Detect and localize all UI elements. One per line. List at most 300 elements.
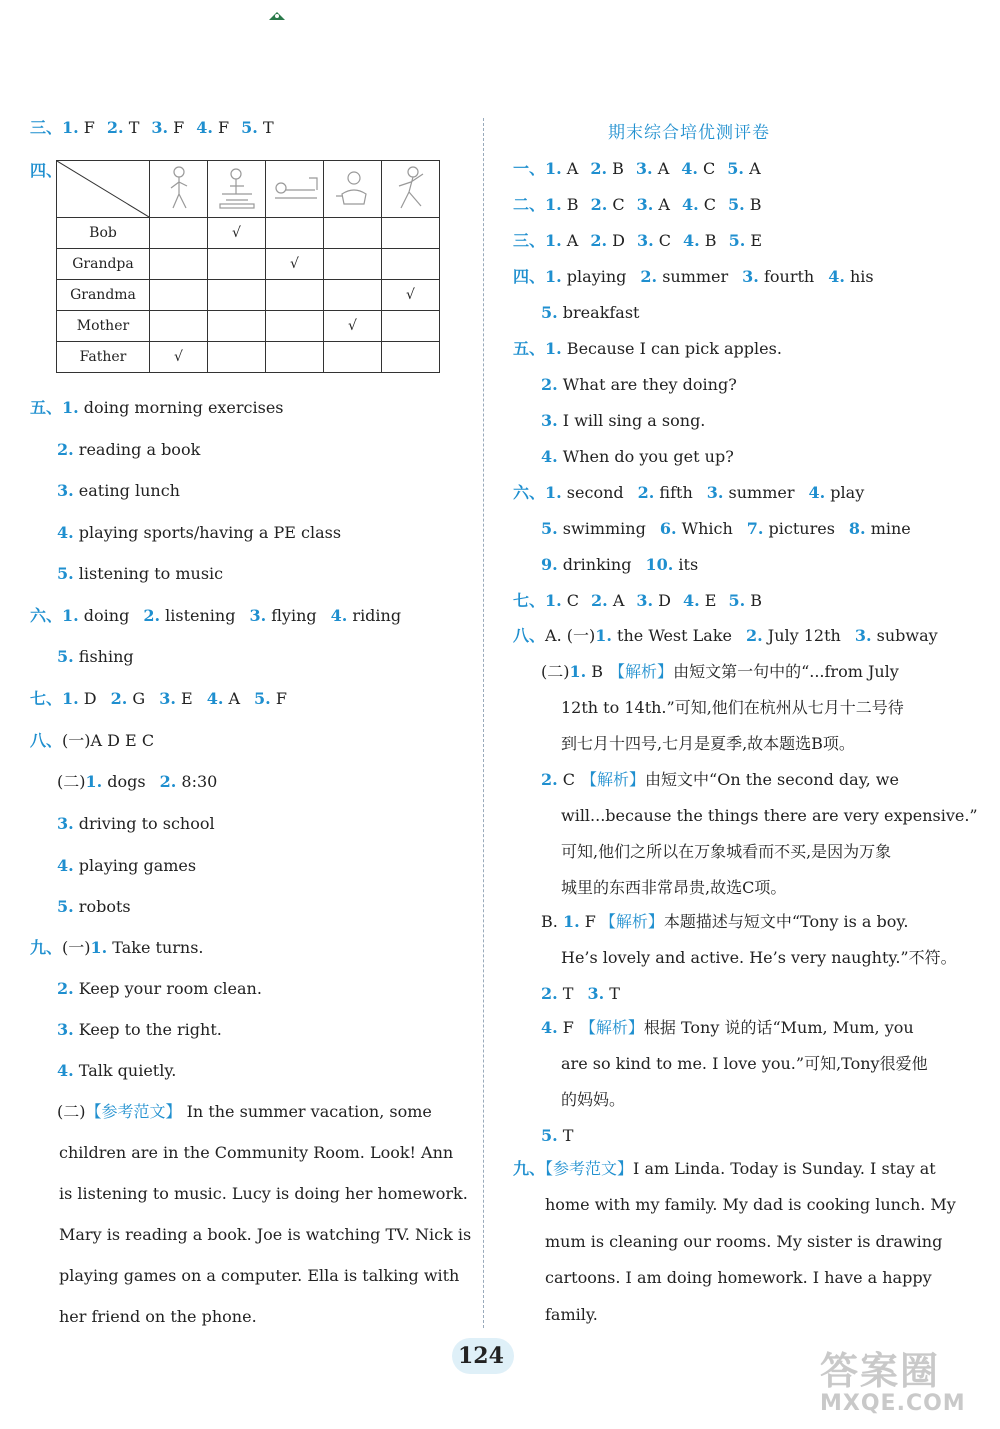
table-row-name: Father	[57, 342, 150, 373]
table-row-name: Grandpa	[57, 249, 150, 280]
answer-number: 4.	[541, 1018, 558, 1037]
right-s5-line	[513, 339, 796, 359]
answer-item	[545, 231, 578, 250]
answer-item	[563, 912, 596, 931]
answer-number: 4.	[681, 159, 698, 178]
answer-number: 5.	[57, 564, 74, 583]
table-cell	[382, 342, 440, 373]
answer-text: What are they doing?	[557, 375, 737, 394]
answer-item	[111, 689, 146, 708]
essay-text: children are in the Community Room. Look! Ann	[59, 1143, 454, 1162]
part-prefix: A. (一)	[545, 626, 596, 645]
answer-number: 5.	[727, 195, 745, 214]
answer-text: Keep your room clean.	[73, 979, 262, 998]
table-row	[57, 342, 440, 373]
answer-item	[57, 647, 134, 666]
part1-answers: (一)A D E C	[62, 731, 155, 750]
answer-text: I will sing a song.	[557, 411, 706, 430]
answer-number: 3.	[636, 231, 654, 250]
answer-text: reading a book	[73, 440, 201, 459]
answer-number: 2.	[745, 626, 763, 645]
answer-number: 1.	[62, 118, 79, 137]
answer-number: 3.	[541, 411, 558, 430]
left-s7	[30, 689, 301, 709]
right-s9-essay-line	[545, 1195, 956, 1215]
section-label: 三、	[30, 118, 63, 137]
right-s6-line3	[541, 555, 712, 575]
answer-text: Keep to the right.	[73, 1020, 222, 1039]
left-s6-line2	[57, 647, 148, 667]
answer-item	[331, 606, 401, 625]
answer-item	[541, 1018, 574, 1037]
answer-item	[645, 555, 698, 574]
answer-text: F	[557, 1018, 574, 1037]
answer-text: second	[561, 483, 624, 502]
right-s8-b1	[541, 912, 908, 932]
answer-number: 1.	[545, 231, 562, 250]
analysis-text: 到七月十四号,七月是夏季,故本题选B项。	[561, 734, 855, 753]
answer-text: D	[78, 689, 97, 708]
answer-text: A	[743, 159, 761, 178]
answer-item	[545, 159, 578, 178]
answer-text: D	[607, 231, 625, 250]
part-prefix: (二)	[57, 1102, 86, 1121]
answer-number: 1.	[85, 772, 103, 791]
answer-text: doing morning exercises	[78, 398, 284, 417]
answer-item	[681, 159, 715, 178]
answer-number: 2.	[591, 591, 608, 610]
answer-number: 8.	[848, 519, 866, 538]
part-prefix: B.	[541, 912, 563, 931]
answer-number: 3.	[57, 1020, 74, 1039]
answer-item	[640, 267, 728, 286]
table-row-name: Bob	[57, 218, 150, 249]
answer-text: B	[586, 662, 604, 681]
table-row-name: Mother	[57, 311, 150, 342]
answer-text: subway	[871, 626, 938, 645]
answer-item	[742, 267, 814, 286]
answer-text: C	[561, 591, 580, 610]
right-s6-line1	[513, 483, 878, 503]
section-label: 六、	[30, 606, 63, 625]
answer-text: playing	[561, 267, 627, 286]
table-corner	[57, 161, 150, 218]
answer-item	[57, 979, 262, 998]
answer-item	[107, 118, 139, 137]
answer-number: 1.	[569, 662, 587, 681]
table-cell	[382, 218, 440, 249]
answer-number: 9.	[541, 555, 558, 574]
answer-item	[849, 519, 911, 538]
section-label: 五、	[513, 339, 546, 358]
analysis-text: will...because the things there are very expensive.”	[561, 806, 978, 825]
analysis-text: 的妈妈。	[561, 1090, 626, 1109]
table-cell	[208, 311, 266, 342]
answer-text: T	[557, 984, 574, 1003]
answer-item	[62, 398, 284, 417]
answer-number: 2.	[106, 118, 124, 137]
answer-number: 5.	[728, 231, 746, 250]
answer-text: B	[561, 195, 579, 214]
right-s7	[513, 591, 774, 611]
table-row	[57, 249, 440, 280]
answer-text: B	[607, 159, 624, 178]
table-cell	[150, 311, 208, 342]
left-s9-line	[30, 938, 218, 958]
section-label: 八、	[30, 731, 63, 750]
right-s1	[513, 159, 773, 179]
answer-item	[241, 118, 273, 137]
answer-item	[855, 626, 938, 645]
right-s9-essay-line	[545, 1232, 942, 1252]
answer-text: F	[168, 118, 185, 137]
answer-number: 5.	[541, 1126, 558, 1145]
table-cell	[266, 311, 324, 342]
answer-number: 6.	[659, 519, 677, 538]
table-cell	[150, 280, 208, 311]
essay-text: mum is cleaning our rooms. My sister is drawing	[545, 1232, 943, 1251]
answer-number: 3.	[706, 483, 724, 502]
answer-number: 4.	[808, 483, 826, 502]
right-s5-line	[541, 411, 719, 431]
table-cell	[266, 280, 324, 311]
answer-text: A	[561, 159, 579, 178]
analysis-tag: 【解析】	[609, 662, 674, 681]
section-label: 五、	[30, 398, 63, 417]
answer-item	[86, 772, 146, 791]
table-row-name: Grandma	[57, 280, 150, 311]
answer-text: T	[557, 1126, 574, 1145]
analysis-text: 根据 Tony 说的话“Mum, Mum, you	[643, 1018, 914, 1037]
answer-number: 3.	[587, 984, 605, 1003]
left-s3	[30, 118, 286, 138]
table-cell	[324, 249, 382, 280]
answer-text: F	[78, 118, 95, 137]
answer-number: 1.	[62, 398, 79, 417]
analysis-text: 可知,他们之所以在万象城看而不买,是因为万象	[561, 842, 892, 861]
answer-text: play	[825, 483, 865, 502]
answer-item	[636, 159, 669, 178]
answer-item	[707, 483, 795, 502]
left-s5-line	[57, 481, 194, 501]
answer-number: 3.	[854, 626, 872, 645]
left-s5-line	[30, 398, 298, 418]
essay-text: In the summer vacation, some	[181, 1102, 432, 1121]
answer-text: playing games	[73, 856, 197, 875]
answer-number: 2.	[110, 689, 128, 708]
right-s8-text	[561, 806, 978, 826]
answer-text: A	[653, 195, 670, 214]
answer-text: A	[561, 231, 579, 250]
answer-item	[683, 231, 717, 250]
section-label: 二、	[513, 195, 546, 214]
answer-item	[159, 689, 192, 708]
answer-number: 2.	[541, 984, 558, 1003]
answer-text: eating lunch	[73, 481, 180, 500]
answer-number: 10.	[645, 555, 674, 574]
left-s9-essay-line	[59, 1143, 453, 1163]
section-label: 七、	[30, 689, 63, 708]
answer-item	[254, 689, 287, 708]
answer-item	[747, 519, 835, 538]
answer-text: A	[223, 689, 241, 708]
answer-text: July 12th	[762, 626, 841, 645]
answer-text: Talk quietly.	[73, 1061, 177, 1080]
answer-number: 3.	[159, 689, 176, 708]
analysis-tag: 【参考范文】	[545, 1159, 634, 1178]
right-s8-a	[513, 626, 952, 646]
answer-number: 2.	[541, 770, 558, 789]
table-cell	[324, 342, 382, 373]
answer-text: its	[673, 555, 699, 574]
right-s3	[513, 231, 774, 251]
right-s9-essay-line	[545, 1305, 598, 1325]
answer-number: 3.	[57, 814, 74, 833]
dancing-person-icon	[389, 164, 433, 214]
answer-item	[545, 483, 624, 502]
answer-item	[541, 984, 573, 1003]
answer-number: 5.	[241, 118, 258, 137]
running-person-icon	[159, 164, 199, 214]
answer-text: When do you get up?	[557, 447, 734, 466]
right-s2	[513, 195, 774, 215]
answer-text: E	[175, 689, 193, 708]
answer-item	[727, 159, 760, 178]
answer-number: 5.	[57, 897, 74, 916]
answer-item	[91, 938, 204, 957]
answer-text: summer	[657, 267, 729, 286]
table-cell	[382, 311, 440, 342]
table-cell: √	[324, 311, 382, 342]
answer-item	[62, 118, 95, 137]
answer-number: 4.	[330, 606, 348, 625]
picture-cell	[150, 161, 208, 218]
essay-text: is listening to music. Lucy is doing her homework.	[59, 1184, 468, 1203]
answer-number: 4.	[206, 689, 224, 708]
analysis-tag: 【解析】	[599, 912, 664, 931]
answer-item	[637, 231, 671, 250]
right-s8-text	[561, 1090, 625, 1110]
right-s8-text	[561, 842, 891, 862]
page-number: 124	[458, 1343, 504, 1369]
right-s8-q2-2	[541, 770, 899, 790]
right-s8-text	[561, 1054, 928, 1074]
essay-text: Mary is reading a book. Joe is watching TV. Nick is	[59, 1225, 472, 1244]
answer-number: 3.	[151, 118, 169, 137]
answer-number: 2.	[57, 979, 74, 998]
answer-number: 3.	[742, 267, 759, 286]
table-row	[57, 311, 440, 342]
left-s8-part2	[57, 772, 231, 792]
answer-item	[746, 626, 841, 645]
watermark	[820, 1340, 966, 1416]
right-s9-essay-line	[513, 1159, 936, 1179]
answer-text: F	[579, 912, 596, 931]
right-s4-line1	[513, 267, 888, 287]
answer-item	[62, 689, 97, 708]
answer-number: 1.	[545, 159, 562, 178]
answer-text: driving to school	[73, 814, 215, 833]
left-s9-essay-line	[59, 1225, 471, 1245]
answer-number: 3.	[635, 159, 653, 178]
answer-item	[591, 195, 625, 214]
answer-item	[587, 984, 619, 1003]
analysis-text: 12th to 14th.”可知,他们在杭州从七月十二号待	[561, 698, 904, 717]
analysis-tag: 【参考范文】	[85, 1102, 182, 1121]
answer-text: A	[652, 159, 670, 178]
section-label: 七、	[513, 591, 546, 610]
answer-number: 5.	[541, 303, 558, 322]
answer-number: 2.	[57, 440, 74, 459]
left-s8-line	[57, 897, 145, 917]
table-cell	[324, 218, 382, 249]
answer-item	[541, 447, 734, 466]
picture-cell	[382, 161, 440, 218]
answer-number: 4.	[57, 523, 74, 542]
answer-text: flying	[266, 606, 317, 625]
answer-item	[541, 375, 737, 394]
table-cell: √	[266, 249, 324, 280]
answer-item	[728, 195, 762, 214]
answer-number: 2.	[640, 267, 658, 286]
right-s9-essay-line	[545, 1268, 932, 1288]
essay-text: I am Linda. Today is Sunday. I stay at	[633, 1159, 936, 1178]
left-s9-line	[57, 979, 276, 999]
essay-text: playing games on a computer. Ella is talking with	[59, 1266, 460, 1285]
section-label: 三、	[513, 231, 546, 250]
analysis-tag: 【解析】	[579, 1018, 644, 1037]
answer-text: T	[123, 118, 140, 137]
left-s9-line	[57, 1020, 236, 1040]
answer-item	[682, 195, 716, 214]
left-s8-line	[57, 856, 210, 876]
table-cell	[324, 280, 382, 311]
table-cell	[208, 249, 266, 280]
answer-number: 5.	[254, 689, 271, 708]
answer-text: B	[745, 591, 763, 610]
answer-number: 2.	[159, 772, 177, 791]
left-s9-line	[57, 1061, 190, 1081]
answer-number: 4.	[57, 856, 74, 875]
answer-text: fishing	[73, 647, 134, 666]
answer-text: Because I can pick apples.	[561, 339, 782, 358]
answer-number: 2.	[590, 195, 608, 214]
answer-item	[57, 564, 223, 583]
answer-text: summer	[723, 483, 795, 502]
essay-text: family.	[545, 1305, 598, 1324]
answer-number: 4.	[681, 195, 699, 214]
answer-text: 8:30	[176, 772, 218, 791]
answer-item	[728, 591, 762, 610]
answer-number: 1.	[62, 689, 79, 708]
answer-item	[160, 772, 218, 791]
watermark-title: 答案圈	[820, 1349, 941, 1393]
answer-item	[570, 662, 604, 681]
answer-text: C	[697, 159, 716, 178]
analysis-text: 城里的东西非常昂贵,故选C项。	[561, 878, 787, 897]
answer-number: 2.	[637, 483, 655, 502]
picture-cell	[324, 161, 382, 218]
table-cell	[266, 342, 324, 373]
answer-number: 4.	[683, 591, 700, 610]
answer-item	[591, 591, 624, 610]
answer-text: riding	[347, 606, 402, 625]
table-cell: √	[150, 342, 208, 373]
answer-item	[57, 440, 200, 459]
answer-text: doing	[78, 606, 130, 625]
answer-text: listening	[160, 606, 236, 625]
answer-text: D	[653, 591, 672, 610]
answer-item	[57, 481, 180, 500]
section-label: 八、	[513, 626, 546, 645]
exam-title: 期末综合培优测评卷	[608, 123, 770, 143]
section-label: 四、	[513, 267, 546, 286]
answer-text: B	[699, 231, 717, 250]
table-cell: √	[382, 280, 440, 311]
answer-item	[249, 606, 316, 625]
right-s6-line2	[541, 519, 925, 539]
right-s8-b23	[541, 984, 634, 1004]
answer-item	[57, 523, 341, 542]
answer-text: G	[127, 689, 146, 708]
section-label: 六、	[513, 483, 546, 502]
left-s9-essay-line	[59, 1184, 468, 1204]
table-cell: √	[208, 218, 266, 249]
right-s8-text	[561, 734, 855, 754]
left-s9-essay-line	[59, 1307, 257, 1327]
essay-text: home with my family. My dad is cooking lunch. My	[545, 1195, 956, 1214]
answer-item	[57, 814, 215, 833]
answer-item	[637, 195, 670, 214]
answer-item	[541, 411, 705, 430]
answer-text: A	[607, 591, 625, 610]
answer-number: 1.	[545, 591, 562, 610]
answer-item	[545, 195, 579, 214]
left-s9-essay-line	[57, 1102, 432, 1122]
answer-text: mine	[865, 519, 911, 538]
answer-text: Take turns.	[107, 938, 204, 957]
answer-item	[545, 591, 579, 610]
analysis-text: 由短文第一句中的“...from July	[673, 662, 899, 681]
right-s5-line	[541, 447, 748, 467]
right-s8-text	[561, 878, 786, 898]
answer-item	[143, 606, 235, 625]
answer-number: 1.	[545, 195, 562, 214]
answer-number: 2.	[590, 159, 608, 178]
sleeping-person-icon	[269, 164, 321, 214]
answer-item	[57, 897, 131, 916]
answer-text: pictures	[763, 519, 835, 538]
answer-number: 5.	[727, 159, 744, 178]
answer-item	[638, 483, 693, 502]
answer-number: 1.	[62, 606, 79, 625]
answer-item	[595, 626, 732, 645]
answer-text: C	[698, 195, 716, 214]
answer-number: 1.	[595, 626, 612, 645]
answer-text: fourth	[758, 267, 815, 286]
answer-item	[62, 606, 129, 625]
answer-number: 5.	[57, 647, 74, 666]
reading-person-icon	[212, 164, 262, 214]
table-cell	[266, 218, 324, 249]
answer-text: C	[607, 195, 625, 214]
answer-number: 7.	[746, 519, 764, 538]
analysis-tag: 【解析】	[581, 770, 646, 789]
answer-item	[660, 519, 733, 538]
watermark-url: MXQE.COM	[820, 1391, 966, 1416]
left-s5-line	[57, 564, 237, 584]
answer-number: 1.	[545, 267, 562, 286]
